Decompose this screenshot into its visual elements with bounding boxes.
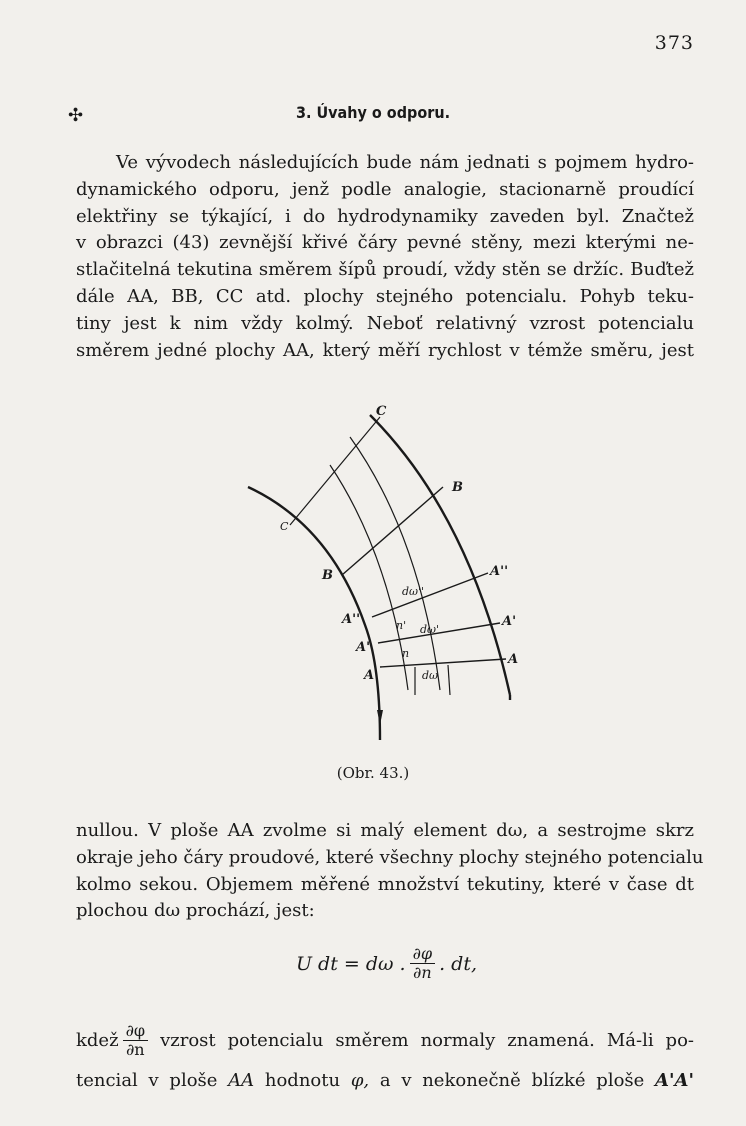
text-line: elektřiny se týkající, i do hydrodynamiky zaveden byl. Značtež: [76, 205, 694, 227]
word: v: [148, 1070, 159, 1091]
text-line: Ve vývodech následujících bude nám jednati s pojmem hydro-: [116, 152, 694, 173]
inner-wall-curve: [248, 487, 380, 740]
label-domega1: dω': [420, 623, 440, 636]
text-line: v obrazci (43) zevnější křivé čáry pevné stěny, mezi kterými ne-: [76, 232, 694, 254]
fraction-denominator: ∂n: [413, 963, 432, 982]
word: nekonečně: [422, 1070, 521, 1091]
label-B-right: B: [452, 480, 463, 495]
label-A1-left: A': [356, 640, 371, 655]
label-A2-right: A'': [490, 564, 509, 579]
label-C-top: C: [376, 404, 387, 419]
paragraph-3: [76, 1018, 694, 1091]
potential-line-A: [380, 659, 506, 667]
text-line: směrem jedné plochy AA, který měří rychlost v témže směru, jest: [76, 339, 694, 361]
word: hodnotu: [264, 1070, 341, 1091]
figure-caption: (Obr. 43.): [336, 764, 410, 782]
text-line: dále AA, BB, CC atd. plochy stejného potencialu. Pohyb teku-: [76, 285, 694, 307]
text-line: kolmo sekou. Objemem měřené množství tekutiny, které v čase dt: [76, 873, 694, 895]
text-line: dynamického odporu, jenž podle analogie, stacionarně proudící: [76, 178, 694, 200]
label-domega2: dω'': [402, 585, 425, 598]
equation-lhs: U dt = dω .: [296, 952, 406, 975]
outer-wall-curve: [370, 415, 510, 695]
word: ploše: [596, 1070, 645, 1091]
equation-rhs: . dt,: [439, 952, 477, 975]
label-domega: dω: [422, 669, 439, 682]
text-line: tiny jest k nim vždy kolmý. Neboť relativný vzrost potencialu: [76, 312, 694, 334]
text-line: okraje jeho čáry proudové, které všechny plochy stejného potencialu: [76, 846, 704, 868]
streamline-1: [330, 465, 408, 690]
element-edge-2: [448, 665, 450, 695]
potential-line-A2: [372, 573, 488, 617]
line-rest: vzrost potencialu směrem normaly znamená. Má-li po-: [160, 1029, 694, 1051]
label-A-left: A: [364, 668, 375, 683]
partial-fraction: [410, 945, 435, 982]
potential-line-B: [342, 487, 443, 575]
equation: [296, 945, 477, 982]
label-n: n: [402, 647, 410, 660]
word: A'A': [655, 1070, 694, 1091]
label-A1-right: A': [502, 614, 517, 629]
label-A-right: A: [508, 652, 519, 667]
word: φ,: [350, 1070, 370, 1091]
fraction-numerator: ∂φ: [410, 945, 435, 964]
label-B-left: B: [322, 568, 333, 583]
paragraph-1: [76, 150, 694, 364]
potential-line-C: [290, 417, 380, 525]
word-kdez: kdež: [76, 1029, 119, 1051]
text-line: stlačitelná tekutina směrem šípů proudí, vždy stěn se držíc. Buďtež: [76, 259, 694, 281]
word: AA: [228, 1070, 255, 1091]
word: ploše: [169, 1070, 218, 1091]
fraction-denominator: ∂n: [126, 1039, 145, 1059]
word: v: [401, 1070, 412, 1091]
label-n1: n': [396, 619, 407, 632]
word: tencial: [76, 1070, 138, 1091]
text-line: [76, 1070, 694, 1092]
flow-arrow-icon: [377, 710, 383, 725]
ornament-icon: ✣: [68, 105, 84, 126]
page-number: 373: [654, 32, 694, 54]
text-line: [76, 1018, 694, 1062]
label-C-left: C: [280, 520, 289, 533]
label-A2-left: A'': [342, 612, 361, 627]
flow-diagram: [230, 395, 540, 750]
fraction-numerator: ∂φ: [123, 1022, 148, 1041]
word: blízké: [531, 1070, 586, 1091]
text-line: plochou dω prochází, jest:: [76, 900, 315, 922]
paragraph-2: [76, 818, 704, 925]
partial-fraction: [123, 1022, 148, 1059]
word: a: [379, 1070, 391, 1091]
text-line: nullou. V ploše AA zvolme si malý element dω, a sestrojme skrz: [76, 820, 694, 841]
section-heading: 3. Úvahy o odporu.: [295, 103, 451, 122]
